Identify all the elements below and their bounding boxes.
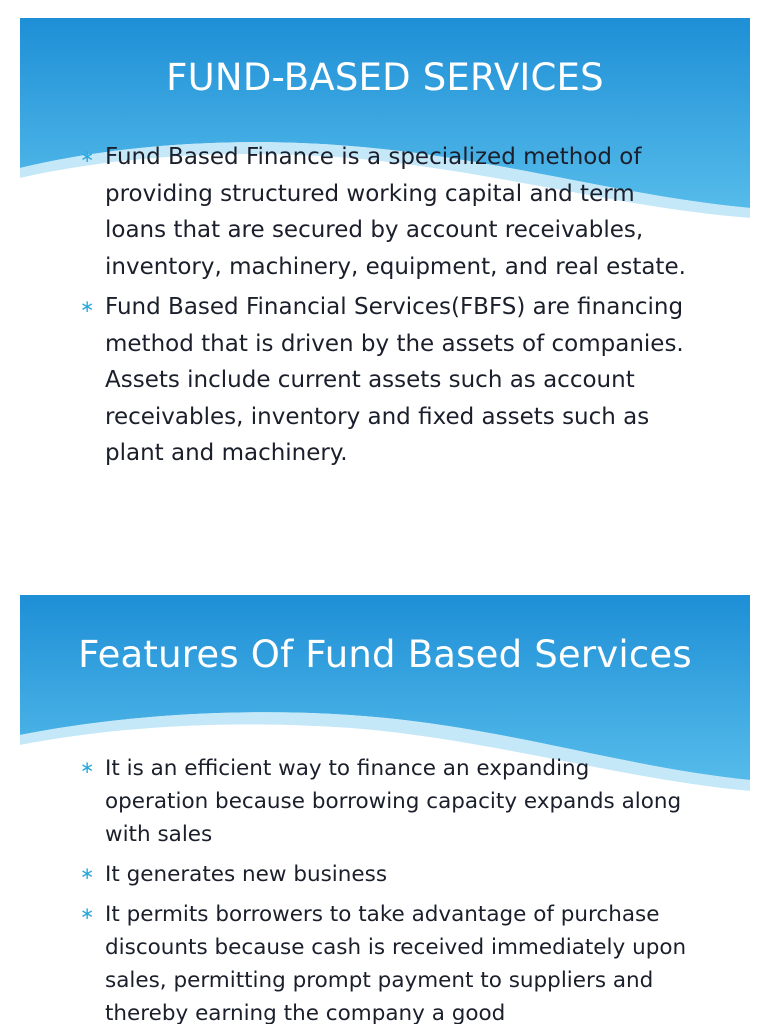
bullet-text: Fund Based Financial Services(FBFS) are financing method that is driven by the assets of companies. Assets include current assets such as account receivables, inventory and fixed assets such as plant and machinery. [105, 294, 684, 466]
asterisk-bullet-icon: ∗ [80, 758, 95, 778]
bullet-text: It generates new business [105, 862, 388, 887]
bullet-list [80, 752, 690, 1024]
bullet-item [80, 898, 690, 1024]
asterisk-bullet-icon: ∗ [80, 864, 95, 884]
asterisk-bullet-icon: ∗ [80, 147, 95, 167]
bullet-text: Fund Based Finance is a specialized method of providing structured working capital and term loans that are secured by account receivables, inventory, machinery, equipment, and real estate. [105, 144, 686, 280]
bullet-text: It permits borrowers to take advantage of purchase discounts because cash is received immediately upon sales, permitting prompt payment to suppliers and thereby earning the company a good [105, 902, 687, 1024]
asterisk-bullet-icon: ∗ [80, 297, 95, 317]
bullet-item [80, 139, 690, 285]
bullet-item [80, 858, 690, 891]
asterisk-bullet-icon: ∗ [80, 904, 95, 924]
bullet-list [80, 139, 690, 476]
slide-features-of-fund-based-services [20, 595, 750, 1024]
slide-title: FUND-BASED SERVICES [166, 56, 604, 99]
bullet-item [80, 752, 690, 851]
bullet-item [80, 289, 690, 472]
bullet-text: It is an efficient way to finance an expanding operation because borrowing capacity expands along with sales [105, 756, 682, 847]
slide-title: Features Of Fund Based Services [78, 633, 692, 676]
slide-fund-based-services [20, 18, 750, 530]
